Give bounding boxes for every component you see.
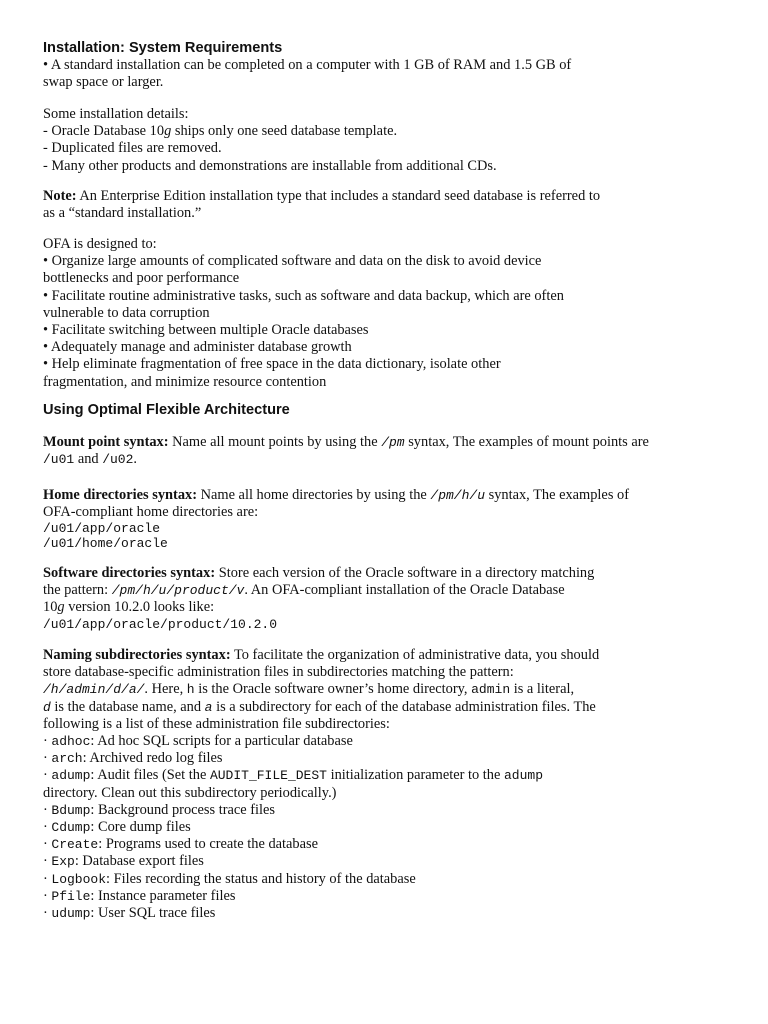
naming-subdirectories-paragraph [43, 647, 599, 922]
details-intro: Some installation details: [43, 106, 189, 122]
home-text-post: syntax, The examples of [485, 487, 630, 503]
note-paragraph [43, 188, 600, 222]
home-line-2: OFA-compliant home directories are: [43, 504, 259, 521]
software-g: g [57, 599, 65, 616]
naming-h: h [186, 682, 195, 698]
ofa-line: • Help eliminate fragmentation of free space in the data dictionary, isolate other [43, 356, 501, 373]
software-text-2: the pattern: [43, 582, 112, 599]
list-item [43, 836, 599, 853]
ofa-intro: OFA is designed to: [43, 236, 157, 252]
list-item [43, 802, 599, 819]
naming-text-3a: . Here, [144, 681, 187, 698]
mount-and: and [74, 451, 103, 468]
ofa-line: bottlenecks and poor performance [43, 270, 240, 287]
subdir-desc: : Ad hoc SQL scripts for a particular database [90, 733, 353, 750]
bullet: · [43, 819, 48, 836]
naming-line-5: following is a list of these administration file subdirectories: [43, 715, 390, 732]
subdir-desc: : Database export files [74, 853, 204, 870]
naming-a: a [204, 699, 213, 715]
mount-line-1 [43, 434, 649, 451]
subdir-desc: : Audit files (Set the [90, 767, 210, 784]
list-item-continuation: directory. Clean out this subdirectory periodically.) [43, 784, 337, 801]
subdir-desc: : Instance parameter files [90, 887, 236, 904]
subdir-name: udump [51, 906, 91, 922]
details-item-3: - Many other products and demonstrations are installable from additional CDs. [43, 157, 497, 174]
bullet: · [43, 887, 48, 904]
subdir-name: Create [51, 837, 99, 853]
software-directories-paragraph [43, 565, 594, 632]
details-item-2: - Duplicated files are removed. [43, 140, 222, 157]
software-text-3: 10 [43, 599, 58, 616]
audit-code: adump [504, 768, 544, 784]
bullet: · [43, 853, 48, 870]
details-item-1-text: - Oracle Database 10 [43, 123, 165, 140]
home-line-1 [43, 487, 629, 504]
note-line-1 [43, 188, 600, 205]
subdir-name: Bdump [51, 802, 91, 818]
subdir-desc: : Core dump files [90, 819, 191, 836]
ofa-line: • Facilitate routine administrative tasks, such as software and data backup, which are often [43, 287, 564, 304]
naming-text-1: To facilitate the organization of administrative data, you should [230, 647, 600, 663]
software-text: Store each version of the Oracle software in a directory matching [215, 565, 595, 581]
home-example-2: /u01/home/oracle [43, 536, 168, 552]
requirements-line-2: swap space or larger. [43, 74, 164, 91]
list-item [43, 871, 599, 888]
list-item [43, 853, 599, 870]
subdir-name: Exp [51, 854, 75, 870]
naming-d: d [43, 699, 51, 715]
ofa-line: • Adequately manage and administer database growth [43, 339, 352, 356]
ofa-line: fragmentation, and minimize resource contention [43, 373, 327, 390]
naming-label: Naming subdirectories syntax: [43, 647, 231, 663]
naming-text-4b: is a subdirectory for each of the database administration files. The [212, 698, 596, 715]
note-text-1: An Enterprise Edition installation type that includes a standard seed database is referred to [76, 188, 601, 204]
details-item-1 [43, 123, 497, 140]
home-example-1: /u01/app/oracle [43, 521, 161, 537]
mount-text: Name all mount points by using the [168, 434, 382, 450]
subdir-name: Logbook [51, 871, 107, 887]
subdir-desc: : User SQL trace files [90, 905, 216, 922]
mount-text-post: syntax, The examples of mount points are [404, 434, 649, 450]
bullet: · [43, 905, 48, 922]
subdir-desc: : Files recording the status and history of the database [106, 870, 416, 887]
subdir-name: Pfile [51, 888, 91, 904]
naming-text-3c: is a literal, [510, 681, 575, 698]
subdir-desc: : Programs used to create the database [98, 836, 318, 853]
section-title-ofa: Using Optimal Flexible Architecture [43, 402, 290, 418]
mount-label: Mount point syntax: [43, 434, 169, 450]
list-item [43, 767, 599, 784]
ofa-line: vulnerable to data corruption [43, 304, 210, 321]
list-item [43, 819, 599, 836]
ofa-line: • Facilitate switching between multiple Oracle databases [43, 322, 369, 339]
audit-param: AUDIT_FILE_DEST [209, 768, 327, 784]
details-item-1-g: g [164, 123, 172, 140]
ofa-line: • Organize large amounts of complicated software and data on the disk to avoid device [43, 253, 542, 270]
mount-point-paragraph [43, 434, 649, 468]
list-item [43, 905, 599, 922]
naming-line-1 [43, 647, 599, 664]
software-line-3 [43, 599, 594, 616]
mount-code: /pm [381, 435, 405, 450]
subdir-name: adump [51, 768, 91, 784]
list-item [43, 750, 599, 767]
note-label: Note: [43, 188, 77, 204]
home-code: /pm/h/u [430, 488, 485, 503]
home-label: Home directories syntax: [43, 487, 197, 503]
subdir-desc: : Archived redo log files [82, 750, 223, 767]
note-line-2: as a “standard installation.” [43, 205, 202, 222]
mount-example-1: /u01 [43, 452, 75, 468]
subdir-desc: : Background process trace files [90, 801, 276, 818]
naming-line-4 [43, 699, 599, 716]
list-item [43, 733, 599, 750]
section-title-requirements: Installation: System Requirements [43, 40, 283, 56]
requirements-line-1: • A standard installation can be completed on a computer with 1 GB of RAM and 1.5 GB of [43, 57, 572, 73]
software-example: /u01/app/oracle/product/10.2.0 [43, 616, 278, 632]
home-directories-paragraph [43, 487, 629, 551]
home-text: Name all home directories by using the [197, 487, 431, 503]
subdir-name: adhoc [51, 734, 91, 750]
naming-text-4a: is the database name, and [50, 698, 205, 715]
naming-line-3 [43, 681, 599, 698]
mount-example-2: /u02 [102, 452, 134, 468]
bullet: · [43, 836, 48, 853]
audit-text: initialization parameter to the [326, 767, 504, 784]
ofa-list [43, 236, 564, 391]
mount-line-2 [43, 451, 649, 468]
software-label: Software directories syntax: [43, 565, 216, 581]
naming-line-2: store database-specific administration files in subdirectories matching the pattern: [43, 664, 514, 681]
software-text-2-post: . An OFA-compliant installation of the Oracle Database [244, 582, 565, 599]
subdir-name: arch [51, 751, 83, 767]
bullet: · [43, 733, 48, 750]
list-item [43, 888, 599, 905]
naming-text-3b: is the Oracle software owner’s home directory, [194, 681, 472, 698]
software-line-1 [43, 565, 594, 582]
naming-admin: admin [471, 682, 511, 698]
bullet: · [43, 870, 48, 887]
software-line-2 [43, 582, 594, 599]
software-text-3-post: version 10.2.0 looks like: [64, 599, 215, 616]
installation-details [43, 106, 497, 175]
mount-end: . [133, 451, 138, 468]
software-code: /pm/h/u/product/v [111, 583, 245, 599]
bullet: · [43, 801, 48, 818]
naming-code: /h/admin/d/a/ [43, 682, 145, 698]
bullet: · [43, 750, 48, 767]
requirements-paragraph [43, 57, 571, 91]
bullet: · [43, 767, 48, 784]
details-item-1-rest: ships only one seed database template. [171, 123, 398, 140]
subdir-name: Cdump [51, 820, 91, 836]
